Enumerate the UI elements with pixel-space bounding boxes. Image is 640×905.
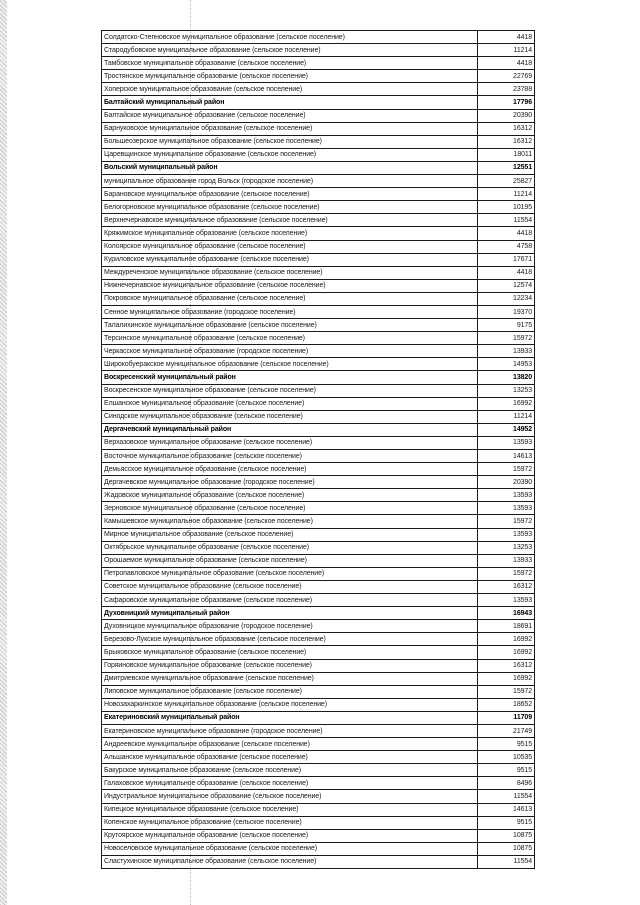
table-row (102, 109, 535, 122)
amount-cell: 16992 (477, 397, 534, 410)
table-row (102, 816, 535, 829)
amount-cell: 11554 (477, 790, 534, 803)
table-row (102, 842, 535, 855)
municipality-name-cell: Широкобуеракское муниципальное образование (сельское поселение) (102, 358, 478, 371)
table-row (102, 476, 535, 489)
table-row (102, 541, 535, 554)
amount-cell: 13593 (477, 502, 534, 515)
municipality-name-cell: Новозахаркинское муниципальное образование (сельское поселение) (102, 698, 478, 711)
amount-cell: 12234 (477, 292, 534, 305)
amount-cell: 14613 (477, 803, 534, 816)
municipality-name-cell: Нижнечернавское муниципальное образование (сельское поселение) (102, 279, 478, 292)
municipality-name-cell: Стародубовское муниципальное образование (сельское поселение) (102, 44, 478, 57)
municipality-name-cell: Кипецкое муниципальное образование (сельское поселение) (102, 803, 478, 816)
municipality-name-cell: Балтайское муниципальное образование (сельское поселение) (102, 109, 478, 122)
municipality-name-cell: Тамбовское муниципальное образование (сельское поселение) (102, 57, 478, 70)
table-row (102, 83, 535, 96)
amount-cell: 16943 (477, 607, 534, 620)
amount-cell: 15972 (477, 685, 534, 698)
amount-cell: 10195 (477, 201, 534, 214)
amount-cell: 18011 (477, 148, 534, 161)
table-row (102, 292, 535, 305)
municipality-name-cell: Галаховское муниципальное образование (сельское поселение) (102, 777, 478, 790)
municipality-name-cell: Советское муниципальное образование (сельское поселение) (102, 580, 478, 593)
table-row (102, 594, 535, 607)
district-row (102, 371, 535, 384)
municipality-name-cell: Октябрьское муниципальное образование (сельское поселение) (102, 541, 478, 554)
municipality-name-cell: Терсинское муниципальное образование (сельское поселение) (102, 332, 478, 345)
amount-cell: 15972 (477, 567, 534, 580)
table-row (102, 305, 535, 318)
municipality-name-cell: Дмитриевское муниципальное образование (сельское поселение) (102, 672, 478, 685)
municipality-name-cell: Брыковское муниципальное образование (сельское поселение) (102, 646, 478, 659)
table-row (102, 751, 535, 764)
municipality-name-cell: Новоселовское муниципальное образование (сельское поселение) (102, 842, 478, 855)
table-row (102, 44, 535, 57)
municipality-name-cell: Барановское муниципальное образование (сельское поселение) (102, 188, 478, 201)
table-row (102, 450, 535, 463)
table-row (102, 567, 535, 580)
amount-cell: 13593 (477, 594, 534, 607)
table-row (102, 554, 535, 567)
amount-cell: 13593 (477, 528, 534, 541)
amount-cell: 18691 (477, 620, 534, 633)
amount-cell: 13820 (477, 371, 534, 384)
table-row (102, 345, 535, 358)
table-row (102, 358, 535, 371)
amount-cell: 10875 (477, 842, 534, 855)
amount-cell: 4758 (477, 240, 534, 253)
municipality-name-cell: Сластухинское муниципальное образование (сельское поселение) (102, 855, 478, 868)
table-row (102, 855, 535, 868)
table-row (102, 188, 535, 201)
amount-cell: 11554 (477, 855, 534, 868)
amount-cell: 17671 (477, 253, 534, 266)
municipality-name-cell: Демьясское муниципальное образование (сельское поселение) (102, 463, 478, 476)
amount-cell: 21749 (477, 724, 534, 737)
municipality-name-cell: Зерновское муниципальное образование (сельское поселение) (102, 502, 478, 515)
municipality-name-cell: Петропавловское муниципальное образование (сельское поселение) (102, 567, 478, 580)
municipality-name-cell: Талалихинское муниципальное образование (сельское поселение) (102, 319, 478, 332)
amount-cell: 4418 (477, 57, 534, 70)
municipality-name-cell: Орошаемое муниципальное образование (сельское поселение) (102, 554, 478, 567)
table-row (102, 515, 535, 528)
amount-cell: 4418 (477, 227, 534, 240)
amount-cell: 9515 (477, 764, 534, 777)
municipality-name-cell: Верхнечернавское муниципальное образование (сельское поселение) (102, 214, 478, 227)
municipality-name-cell: Хоперское муниципальное образование (сельское поселение) (102, 83, 478, 96)
municipality-name-cell: Воскресенское муниципальное образование (сельское поселение) (102, 384, 478, 397)
amount-cell: 4418 (477, 31, 534, 44)
amount-cell: 16992 (477, 633, 534, 646)
table-row (102, 790, 535, 803)
municipality-name-cell: Вольский муниципальный район (102, 161, 478, 174)
municipality-name-cell: Воскресенский муниципальный район (102, 371, 478, 384)
municipality-name-cell: Барнуковское муниципальное образование (сельское поселение) (102, 122, 478, 135)
amount-cell: 11214 (477, 44, 534, 57)
municipality-name-cell: Балтайский муниципальный район (102, 96, 478, 109)
amount-cell: 16992 (477, 672, 534, 685)
amount-cell: 11554 (477, 214, 534, 227)
table-row (102, 829, 535, 842)
municipality-name-cell: Горяиновское муниципальное образование (сельское поселение) (102, 659, 478, 672)
amount-cell: 10875 (477, 829, 534, 842)
amount-cell: 12574 (477, 279, 534, 292)
amount-cell: 16312 (477, 580, 534, 593)
amount-cell: 13933 (477, 345, 534, 358)
table-row (102, 240, 535, 253)
amount-cell: 13593 (477, 436, 534, 449)
municipality-name-cell: Царевщинское муниципальное образование (сельское поселение) (102, 148, 478, 161)
table-row (102, 332, 535, 345)
municipality-name-cell: Тростянское муниципальное образование (сельское поселение) (102, 70, 478, 83)
municipality-name-cell: Колоярское муниципальное образование (сельское поселение) (102, 240, 478, 253)
table-row (102, 253, 535, 266)
amount-cell: 13593 (477, 489, 534, 502)
amount-cell: 16312 (477, 659, 534, 672)
municipality-name-cell: Покровское муниципальное образование (сельское поселение) (102, 292, 478, 305)
table-row (102, 122, 535, 135)
table-row (102, 384, 535, 397)
municipality-name-cell: Кряжимское муниципальное образование (сельское поселение) (102, 227, 478, 240)
scan-edge-shading (0, 0, 7, 905)
amount-cell: 20390 (477, 109, 534, 122)
table-row (102, 410, 535, 423)
amount-cell: 14613 (477, 450, 534, 463)
table-row (102, 135, 535, 148)
table-row (102, 738, 535, 751)
table-row (102, 214, 535, 227)
municipality-name-cell: Сафаровское муниципальное образование (сельское поселение) (102, 594, 478, 607)
amount-cell: 14952 (477, 423, 534, 436)
table-row (102, 31, 535, 44)
table-row (102, 580, 535, 593)
table-row (102, 803, 535, 816)
municipality-name-cell: Мирное муниципальное образование (сельское поселение) (102, 528, 478, 541)
table-row (102, 175, 535, 188)
table-row (102, 685, 535, 698)
amount-cell: 16992 (477, 646, 534, 659)
municipality-name-cell: Большеозерское муниципальное образование (сельское поселение) (102, 135, 478, 148)
allocation-table (101, 30, 535, 869)
amount-cell: 9515 (477, 816, 534, 829)
municipality-name-cell: Восточное муниципальное образование (сельское поселение) (102, 450, 478, 463)
municipality-name-cell: муниципальное образование город Вольск (городское поселение) (102, 175, 478, 188)
amount-cell: 17796 (477, 96, 534, 109)
table-row (102, 777, 535, 790)
municipality-name-cell: Липовское муниципальное образование (сельское поселение) (102, 685, 478, 698)
municipality-name-cell: Синодское муниципальное образование (сельское поселение) (102, 410, 478, 423)
district-row (102, 607, 535, 620)
amount-cell: 14953 (477, 358, 534, 371)
table-row (102, 397, 535, 410)
municipality-name-cell: Междуреченское муниципальное образование (сельское поселение) (102, 266, 478, 279)
municipality-name-cell: Жадовское муниципальное образование (сельское поселение) (102, 489, 478, 502)
amount-cell: 16312 (477, 135, 534, 148)
table-row (102, 227, 535, 240)
amount-cell: 22769 (477, 70, 534, 83)
amount-cell: 11214 (477, 410, 534, 423)
amount-cell: 8496 (477, 777, 534, 790)
amount-cell: 10535 (477, 751, 534, 764)
municipality-name-cell: Белогорновское муниципальное образование (сельское поселение) (102, 201, 478, 214)
amount-cell: 4418 (477, 266, 534, 279)
municipality-name-cell: Камышевское муниципальное образование (сельское поселение) (102, 515, 478, 528)
table-row (102, 489, 535, 502)
table-row (102, 672, 535, 685)
district-row (102, 711, 535, 724)
table-row (102, 659, 535, 672)
table-row (102, 528, 535, 541)
municipality-name-cell: Крутоярское муниципальное образование (сельское поселение) (102, 829, 478, 842)
amount-cell: 15972 (477, 463, 534, 476)
table-row (102, 633, 535, 646)
municipality-name-cell: Березово-Лукское муниципальное образование (сельское поселение) (102, 633, 478, 646)
municipality-name-cell: Копенское муниципальное образование (сельское поселение) (102, 816, 478, 829)
amount-cell: 18652 (477, 698, 534, 711)
amount-cell: 19370 (477, 305, 534, 318)
table-row (102, 148, 535, 161)
table-row (102, 463, 535, 476)
amount-cell: 16312 (477, 122, 534, 135)
municipality-name-cell: Верхазовское муниципальное образование (сельское поселение) (102, 436, 478, 449)
municipality-name-cell: Куриловское муниципальное образование (сельское поселение) (102, 253, 478, 266)
municipality-name-cell: Альшанское муниципальное образование (сельское поселение) (102, 751, 478, 764)
table-row (102, 502, 535, 515)
municipality-name-cell: Индустриальное муниципальное образование (сельское поселение) (102, 790, 478, 803)
district-row (102, 96, 535, 109)
municipality-name-cell: Духовницкое муниципальное образование (городское поселение) (102, 620, 478, 633)
municipality-name-cell: Дергачевский муниципальный район (102, 423, 478, 436)
amount-cell: 25827 (477, 175, 534, 188)
district-row (102, 423, 535, 436)
municipality-name-cell: Сенное муниципальное образование (городское поселение) (102, 305, 478, 318)
table-row (102, 436, 535, 449)
municipality-name-cell: Бакурское муниципальное образование (сельское поселение) (102, 764, 478, 777)
table-body (102, 31, 535, 869)
table-row (102, 57, 535, 70)
amount-cell: 12551 (477, 161, 534, 174)
amount-cell: 9175 (477, 319, 534, 332)
table-row (102, 266, 535, 279)
municipality-name-cell: Солдатско-Степновское муниципальное образование (сельское поселение) (102, 31, 478, 44)
amount-cell: 13253 (477, 541, 534, 554)
table-row (102, 698, 535, 711)
municipality-name-cell: Духовницкий муниципальный район (102, 607, 478, 620)
amount-cell: 11709 (477, 711, 534, 724)
table-row (102, 70, 535, 83)
amount-cell: 20390 (477, 476, 534, 489)
table-row (102, 724, 535, 737)
table-row (102, 279, 535, 292)
amount-cell: 9515 (477, 738, 534, 751)
table-row (102, 620, 535, 633)
amount-cell: 15972 (477, 332, 534, 345)
municipality-name-cell: Екатериновский муниципальный район (102, 711, 478, 724)
municipality-name-cell: Черкасское муниципальное образование (городское поселение) (102, 345, 478, 358)
amount-cell: 13253 (477, 384, 534, 397)
municipality-name-cell: Дергачевское муниципальное образование (городское поселение) (102, 476, 478, 489)
amount-cell: 11214 (477, 188, 534, 201)
table-row (102, 764, 535, 777)
amount-cell: 23788 (477, 83, 534, 96)
municipality-name-cell: Екатериновское муниципальное образование (городское поселение) (102, 724, 478, 737)
district-row (102, 161, 535, 174)
table-row (102, 319, 535, 332)
amount-cell: 13933 (477, 554, 534, 567)
municipality-name-cell: Андреевское муниципальное образование (сельское поселение) (102, 738, 478, 751)
municipality-name-cell: Елшанское муниципальное образование (сельское поселение) (102, 397, 478, 410)
amount-cell: 15972 (477, 515, 534, 528)
table-row (102, 201, 535, 214)
table-row (102, 646, 535, 659)
